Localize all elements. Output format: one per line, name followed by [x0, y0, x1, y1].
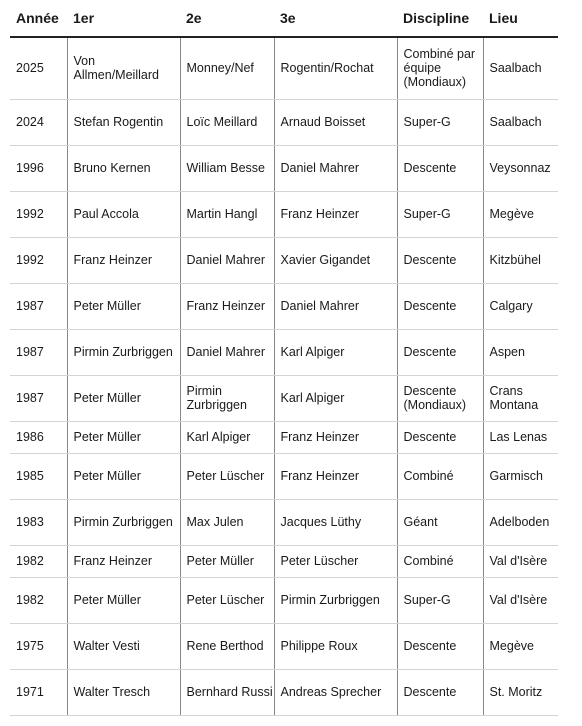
cell-lieu: Crans Montana [483, 375, 558, 421]
cell-2e: Bernhard Russi [180, 669, 274, 715]
cell-discipline: Descente (Mondiaux) [397, 375, 483, 421]
header-1er: 1er [67, 0, 180, 37]
table-row [10, 191, 558, 237]
cell-discipline: Super-G [397, 99, 483, 145]
header-2e: 2e [180, 0, 274, 37]
cell-1er: Peter Müller [67, 421, 180, 453]
cell-3e: Franz Heinzer [274, 421, 397, 453]
cell-2e: Pirmin Zurbriggen [180, 375, 274, 421]
cell-discipline: Descente [397, 283, 483, 329]
cell-discipline: Descente [397, 421, 483, 453]
cell-discipline: Descente [397, 237, 483, 283]
cell-lieu: Aspen [483, 329, 558, 375]
table-row [10, 545, 558, 577]
cell-3e: Philippe Roux [274, 623, 397, 669]
cell-3e: Rogentin/Rochat [274, 37, 397, 99]
cell-2e: Monney/Nef [180, 37, 274, 99]
cell-lieu: Calgary [483, 283, 558, 329]
cell-annee: 1985 [10, 453, 67, 499]
cell-2e: Max Julen [180, 499, 274, 545]
cell-annee: 1992 [10, 237, 67, 283]
cell-1er: Peter Müller [67, 375, 180, 421]
cell-3e: Andreas Sprecher [274, 669, 397, 715]
cell-2e: Loïc Meillard [180, 99, 274, 145]
table-body [10, 37, 558, 715]
cell-2e: Franz Heinzer [180, 283, 274, 329]
cell-annee: 1983 [10, 499, 67, 545]
cell-1er: Peter Müller [67, 283, 180, 329]
cell-discipline: Descente [397, 145, 483, 191]
cell-discipline: Géant [397, 499, 483, 545]
cell-2e: Peter Lüscher [180, 577, 274, 623]
table-row [10, 145, 558, 191]
cell-lieu: St. Moritz [483, 669, 558, 715]
table-row [10, 499, 558, 545]
table-header [10, 0, 558, 37]
cell-3e: Daniel Mahrer [274, 283, 397, 329]
cell-discipline: Combiné [397, 453, 483, 499]
cell-discipline: Combiné par équipe (Mondiaux) [397, 37, 483, 99]
table-row [10, 329, 558, 375]
cell-2e: Rene Berthod [180, 623, 274, 669]
cell-3e: Franz Heinzer [274, 191, 397, 237]
cell-annee: 1987 [10, 375, 67, 421]
cell-3e: Karl Alpiger [274, 375, 397, 421]
cell-3e: Franz Heinzer [274, 453, 397, 499]
cell-2e: Karl Alpiger [180, 421, 274, 453]
cell-2e: Peter Müller [180, 545, 274, 577]
header-3e: 3e [274, 0, 397, 37]
cell-3e: Xavier Gigandet [274, 237, 397, 283]
table-row [10, 453, 558, 499]
cell-2e: Daniel Mahrer [180, 237, 274, 283]
cell-lieu: Kitzbühel [483, 237, 558, 283]
table-row [10, 99, 558, 145]
cell-1er: Peter Müller [67, 453, 180, 499]
cell-annee: 2025 [10, 37, 67, 99]
cell-lieu: Megève [483, 623, 558, 669]
cell-annee: 1987 [10, 329, 67, 375]
results-table [10, 0, 558, 716]
cell-annee: 2024 [10, 99, 67, 145]
cell-discipline: Descente [397, 623, 483, 669]
cell-lieu: Saalbach [483, 99, 558, 145]
table-row [10, 669, 558, 715]
header-annee: Année [10, 0, 67, 37]
cell-discipline: Descente [397, 329, 483, 375]
table-row [10, 421, 558, 453]
cell-lieu: Val d'Isère [483, 545, 558, 577]
cell-2e: Daniel Mahrer [180, 329, 274, 375]
cell-lieu: Megève [483, 191, 558, 237]
cell-annee: 1982 [10, 577, 67, 623]
cell-discipline: Combiné [397, 545, 483, 577]
cell-1er: Von Allmen/Meillard [67, 37, 180, 99]
cell-3e: Pirmin Zurbriggen [274, 577, 397, 623]
cell-annee: 1996 [10, 145, 67, 191]
cell-1er: Walter Vesti [67, 623, 180, 669]
cell-annee: 1992 [10, 191, 67, 237]
cell-1er: Franz Heinzer [67, 237, 180, 283]
cell-discipline: Super-G [397, 577, 483, 623]
cell-1er: Stefan Rogentin [67, 99, 180, 145]
cell-3e: Daniel Mahrer [274, 145, 397, 191]
cell-lieu: Adelboden [483, 499, 558, 545]
cell-annee: 1987 [10, 283, 67, 329]
cell-3e: Peter Lüscher [274, 545, 397, 577]
cell-1er: Bruno Kernen [67, 145, 180, 191]
cell-annee: 1975 [10, 623, 67, 669]
cell-lieu: Val d'Isère [483, 577, 558, 623]
cell-3e: Jacques Lüthy [274, 499, 397, 545]
cell-annee: 1982 [10, 545, 67, 577]
cell-1er: Pirmin Zurbriggen [67, 329, 180, 375]
cell-1er: Franz Heinzer [67, 545, 180, 577]
header-row [10, 0, 558, 37]
cell-2e: Martin Hangl [180, 191, 274, 237]
cell-lieu: Garmisch [483, 453, 558, 499]
table-row [10, 237, 558, 283]
cell-lieu: Las Lenas [483, 421, 558, 453]
cell-2e: Peter Lüscher [180, 453, 274, 499]
table-row [10, 283, 558, 329]
header-discipline: Discipline [397, 0, 483, 37]
cell-1er: Walter Tresch [67, 669, 180, 715]
cell-1er: Pirmin Zurbriggen [67, 499, 180, 545]
cell-annee: 1986 [10, 421, 67, 453]
header-lieu: Lieu [483, 0, 558, 37]
cell-annee: 1971 [10, 669, 67, 715]
cell-lieu: Veysonnaz [483, 145, 558, 191]
cell-3e: Karl Alpiger [274, 329, 397, 375]
cell-discipline: Descente [397, 669, 483, 715]
cell-discipline: Super-G [397, 191, 483, 237]
table-row [10, 375, 558, 421]
cell-lieu: Saalbach [483, 37, 558, 99]
cell-3e: Arnaud Boisset [274, 99, 397, 145]
table-row [10, 37, 558, 99]
cell-2e: William Besse [180, 145, 274, 191]
cell-1er: Peter Müller [67, 577, 180, 623]
cell-1er: Paul Accola [67, 191, 180, 237]
table-row [10, 623, 558, 669]
table-row [10, 577, 558, 623]
